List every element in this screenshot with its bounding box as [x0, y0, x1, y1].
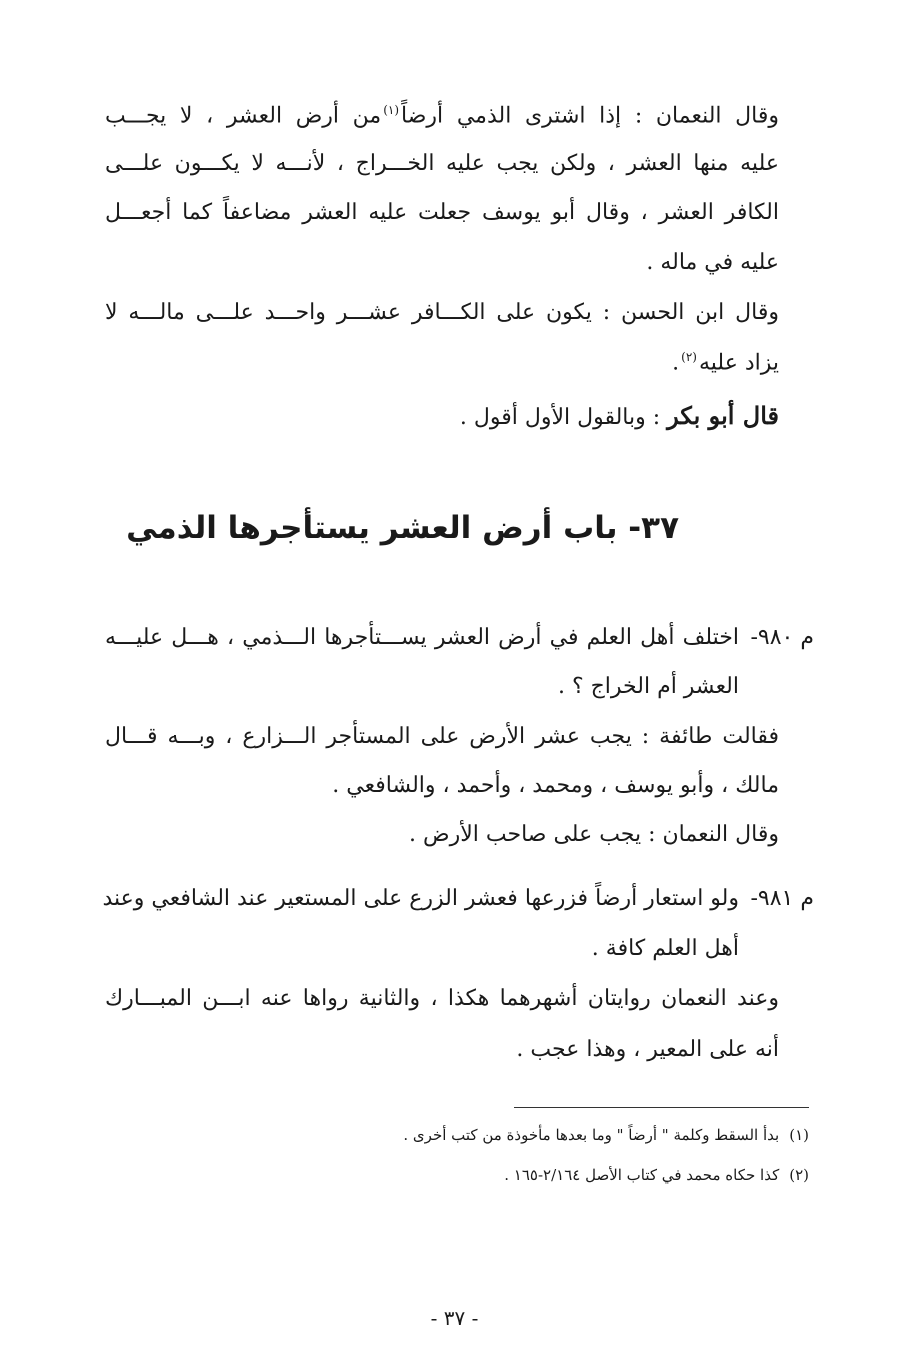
- text-line-6: [105, 351, 779, 374]
- footnote-ref-2: (٢): [681, 350, 697, 364]
- abu-bakr-line: [105, 401, 779, 430]
- text-line-1: [105, 104, 779, 127]
- issue-981-line-1: ولو استعار أرضاً فزرعها فعشر الزرع على المستعير عند الشافعي وعند: [102, 886, 739, 911]
- abu-bakr-text: : وبالقول الأول أقول .: [459, 405, 661, 430]
- text-line-4: عليه في ماله .: [646, 250, 779, 275]
- line-text: من أرض العشر ، لا يجـــب: [105, 103, 382, 129]
- footnote-text: كذا حكاه محمد في كتاب الأصل ٢/١٦٤-١٦٥ .: [504, 1166, 780, 1184]
- issue-number-980: م ٩٨٠-: [750, 625, 814, 650]
- text-line-2: عليه منها العشر ، ولكن يجب عليه الخـــراج ، لأنـــه لا يكـــون علـــى: [105, 151, 779, 176]
- footnote-number: (١): [789, 1126, 809, 1144]
- issue-number-981: م ٩٨١-: [750, 886, 814, 911]
- abu-bakr-label: قال أبو بكر: [667, 401, 779, 430]
- text-line-3: الكافر العشر ، وقال أبو يوسف جعلت عليه العشر مضاعفاً كما أجعـــل: [105, 200, 779, 225]
- line-text: .: [672, 350, 680, 376]
- footnote-text: بدأ السقط وكلمة " أرضاً " وما بعدها مأخوذة من كتب أخرى .: [403, 1126, 780, 1144]
- issue-981-line-3: وعند النعمان روايتان أشهرهما هكذا ، والثانية رواها عنه ابـــن المبـــارك: [105, 986, 779, 1011]
- issue-980-line-3: فقالت طائفة : يجب عشر الأرض على المستأجر الـــزارع ، وبـــه قـــال: [105, 724, 779, 749]
- page-number: - ٣٧ -: [430, 1306, 479, 1330]
- issue-981-line-2: أهل العلم كافة .: [591, 936, 739, 961]
- footnote-2: [504, 1168, 809, 1183]
- issue-981-line-4: أنه على المعير ، وهذا عجب .: [516, 1037, 779, 1062]
- footnote-number: (٢): [789, 1166, 809, 1184]
- footnote-separator: [514, 1107, 809, 1108]
- issue-980-line-2: العشر أم الخراج ؟ .: [557, 674, 739, 699]
- line-text: يزاد عليه: [698, 350, 779, 376]
- issue-980-line-4: مالك ، وأبو يوسف ، ومحمد ، وأحمد ، والشافعي .: [332, 773, 779, 798]
- text-line-5: وقال ابن الحسن : يكون على الكـــافر عشـــر واحـــد علـــى مالـــه لا: [105, 300, 779, 325]
- footnote-ref-1: (١): [383, 103, 400, 117]
- issue-980-line-1: اختلف أهل العلم في أرض العشر يســـتأجرها الـــذمي ، هـــل عليـــه: [105, 625, 739, 650]
- issue-980-line-5: وقال النعمان : يجب على صاحب الأرض .: [409, 822, 779, 847]
- footnote-1: [403, 1128, 809, 1143]
- line-text: وقال النعمان : إذا اشترى الذمي أرضاً: [401, 103, 779, 129]
- section-heading: ٣٧- باب أرض العشر يستأجرها الذمي: [126, 510, 679, 546]
